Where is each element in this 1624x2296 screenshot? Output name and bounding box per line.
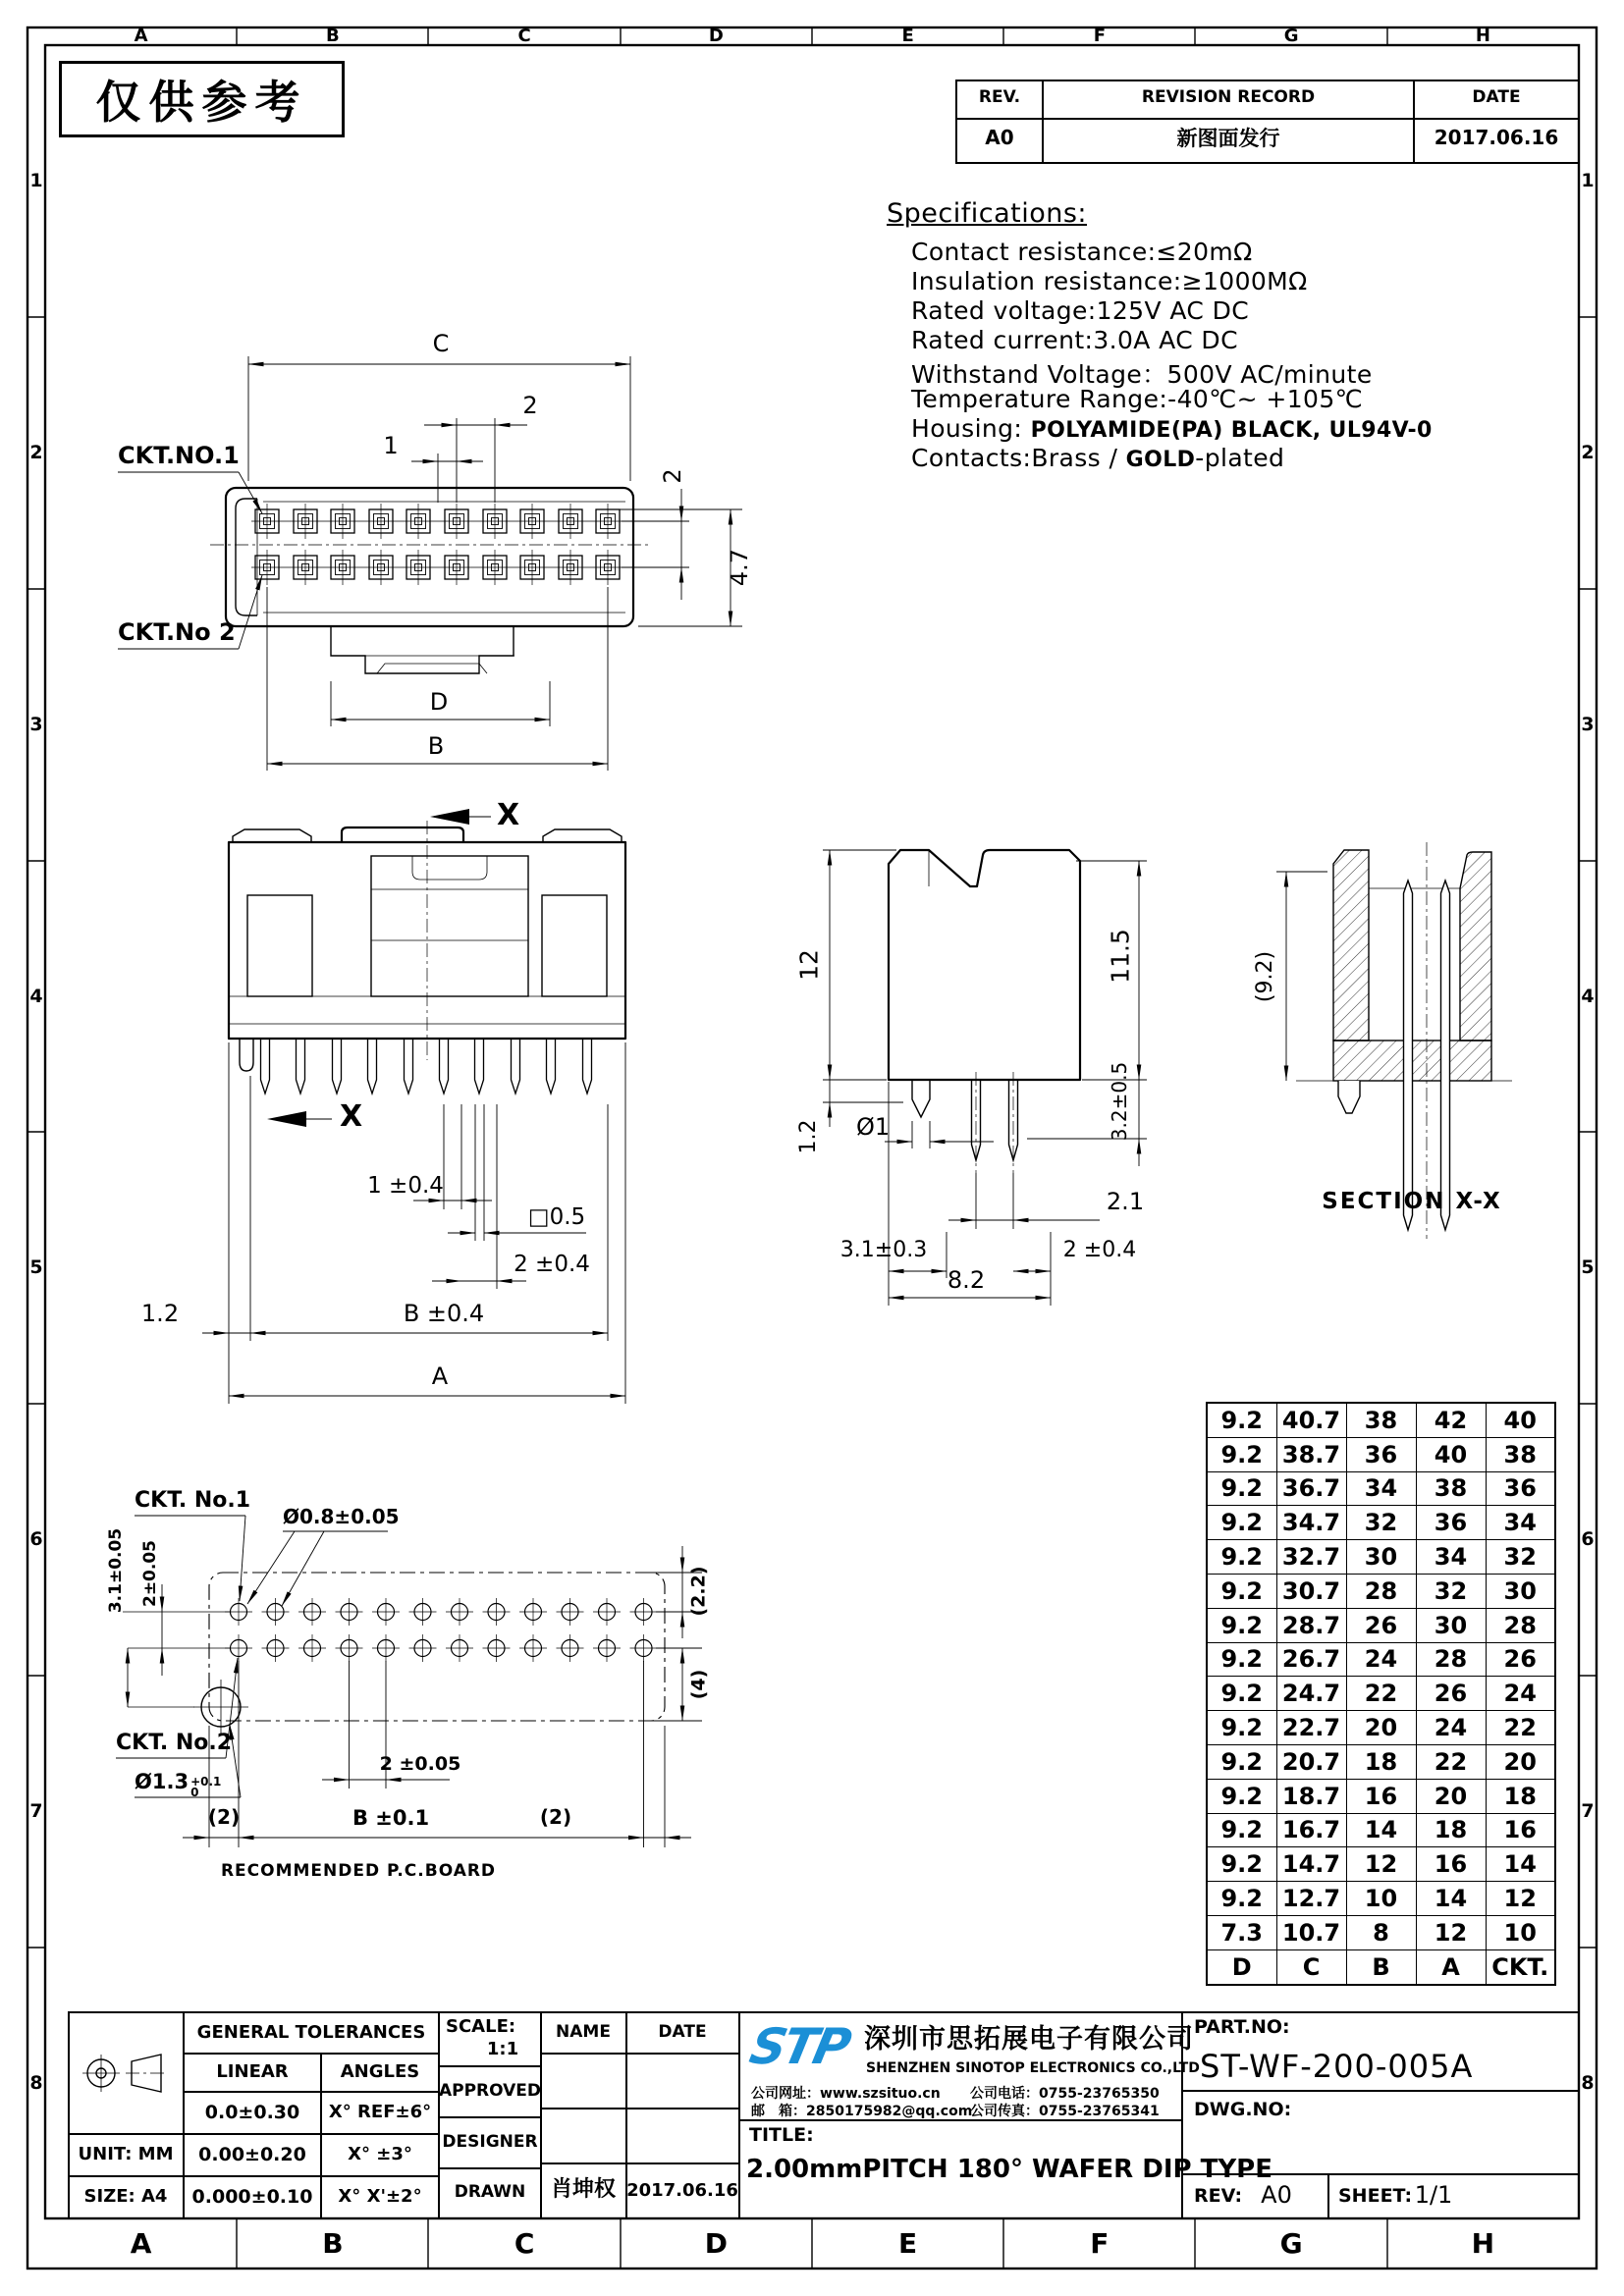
size-table-row (1207, 1437, 1555, 1471)
size-table-cell: 14.7 (1276, 1847, 1346, 1882)
size-table-cell: 9.2 (1207, 1437, 1276, 1471)
grid-ref-label: 5 (29, 1256, 43, 1279)
pcb-dim-2-right: (2) (539, 1805, 572, 1829)
dim-3-2: 3.2±0.5 (1108, 1061, 1132, 1142)
pcb-dim-b: B ±0.1 (352, 1806, 430, 1830)
dim-1-2-side: 1.2 (796, 1119, 822, 1154)
size-table-cell: 38 (1486, 1437, 1555, 1471)
size-table-cell: 24.7 (1276, 1677, 1346, 1711)
company-email: 邮 箱：2850175982@qq.com (751, 2104, 973, 2119)
size-table-cell: 9.2 (1207, 1779, 1276, 1813)
tol-angles-1: X° REF±6° (328, 2102, 432, 2122)
pcb-dim-3-1: 3.1±0.05 (105, 1527, 126, 1614)
dim-square-0-5: □0.5 (527, 1204, 586, 1230)
reference-only-stamp: 仅供参考 (59, 61, 345, 137)
size-table-cell: 36 (1486, 1471, 1555, 1506)
size-table-row (1207, 1847, 1555, 1882)
size-table-cell: 28 (1416, 1642, 1486, 1677)
grid-ref-label: G (1283, 25, 1299, 46)
size-table-cell: 30 (1416, 1608, 1486, 1642)
size-table-cell: 18 (1346, 1744, 1416, 1779)
size-table-cell: 32 (1416, 1574, 1486, 1608)
spec-contact-resistance: Contact resistance:≤20mΩ (911, 238, 1253, 266)
size-table-cell: 9.2 (1207, 1847, 1276, 1882)
pcb-title: RECOMMENDED P.C.BOARD (220, 1861, 497, 1881)
spec-insulation-resistance: Insulation resistance:≥1000MΩ (911, 267, 1308, 295)
grid-ref-label: 3 (1581, 713, 1595, 735)
ckt-no1-callout: CKT.NO.1 (118, 442, 240, 469)
spec-rated-voltage: Rated voltage:125V AC DC (911, 296, 1250, 325)
size-table-cell: 9.2 (1207, 1506, 1276, 1540)
size-table-cell: 34 (1416, 1540, 1486, 1575)
size-table-cell: 18 (1416, 1813, 1486, 1847)
dim-1-tol: 1 ±0.4 (367, 1173, 444, 1199)
tol-angles-3: X° X'±2° (338, 2186, 422, 2207)
size-table-row (1207, 1915, 1555, 1949)
size-table-cell: 40 (1486, 1403, 1555, 1437)
size-table-row (1207, 1677, 1555, 1711)
rev-value-tb: A0 (1261, 2181, 1292, 2209)
size-table-cell: CKT. (1486, 1949, 1555, 1984)
size-table-cell: 9.2 (1207, 1677, 1276, 1711)
revision-record-header: REVISION RECORD (1141, 87, 1316, 107)
size-table-cell: 24 (1346, 1642, 1416, 1677)
grid-ref-label: 8 (29, 2071, 43, 2094)
dim-1-2: 1.2 (140, 1300, 180, 1327)
tol-linear-header: LINEAR (216, 2061, 289, 2082)
spec-temperature-range: Temperature Range:-40℃~ +105℃ (911, 385, 1364, 413)
dim-row-gap: 2 (659, 468, 687, 484)
grid-ref-label: D (708, 25, 724, 46)
size-table-cell: A (1416, 1949, 1486, 1984)
tol-angles-2: X° ±3° (348, 2144, 412, 2164)
grid-columns-top (45, 26, 1579, 45)
size-table-cell: 9.2 (1207, 1540, 1276, 1575)
dim-12: 12 (794, 949, 824, 981)
size-table-cell: 9.2 (1207, 1813, 1276, 1847)
approved-label: APPROVED (438, 2081, 542, 2101)
dwg-no-label: DWG.NO: (1194, 2099, 1292, 2120)
dim-c: C (432, 330, 450, 357)
tol-linear-2: 0.00±0.20 (198, 2144, 306, 2165)
size-table-cell: 14 (1416, 1882, 1486, 1916)
size-table-cell: B (1346, 1949, 1416, 1984)
tol-linear-1: 0.0±0.30 (204, 2102, 300, 2123)
dim-2-tol-side: 2 ±0.4 (1062, 1238, 1137, 1262)
size-table-cell: C (1276, 1949, 1346, 1984)
pcb-dia-0-8: Ø0.8±0.05 (283, 1505, 400, 1528)
size-table-cell: 34.7 (1276, 1506, 1346, 1540)
part-no-value: ST-WF-200-005A (1200, 2048, 1474, 2085)
size-table-cell: 22 (1486, 1711, 1555, 1745)
size-table-cell: 38 (1346, 1403, 1416, 1437)
pcb-dim-2-2: (2.2) (687, 1566, 710, 1617)
section-mark-x-top: X (497, 798, 520, 832)
grid-ref-label: C (514, 2227, 535, 2260)
company-name-cn: 深圳市思拓展电子有限公司 (864, 2024, 1194, 2055)
size-table-cell: 26 (1416, 1677, 1486, 1711)
dim-b: B (427, 732, 445, 760)
size-table-cell: 22 (1346, 1677, 1416, 1711)
size-table-cell: 16 (1416, 1847, 1486, 1882)
size-table-row (1207, 1403, 1555, 1437)
grid-ref-label: 3 (29, 713, 43, 735)
size-table-cell: 12 (1486, 1882, 1555, 1916)
grid-ref-label: G (1279, 2227, 1303, 2260)
dim-b-tol: B ±0.4 (403, 1300, 485, 1327)
scale-label: SCALE: (446, 2016, 516, 2037)
grid-ref-label: A (134, 25, 148, 46)
grid-ref-label: 8 (1581, 2071, 1595, 2094)
size-table-row (1207, 1540, 1555, 1575)
pcb-dia-1-3: Ø1.3 +0.1 0 (135, 1770, 222, 1799)
size-table-cell: 36 (1416, 1506, 1486, 1540)
size-table-cell: 10 (1346, 1882, 1416, 1916)
size-table-cell: 10.7 (1276, 1915, 1346, 1949)
date-header-tb: DATE (658, 2022, 707, 2042)
size-table-cell: 18 (1486, 1779, 1555, 1813)
size-table-row (1207, 1949, 1555, 1984)
grid-ref-label: 6 (29, 1528, 43, 1551)
spec-withstand-voltage: Withstand Voltage：500V AC/minute (911, 360, 1373, 389)
designer-label: DESIGNER (442, 2132, 538, 2152)
size-table-cell: 32 (1486, 1540, 1555, 1575)
size-table-cell: 8 (1346, 1915, 1416, 1949)
size-table-row (1207, 1744, 1555, 1779)
grid-ref-label: H (1471, 2227, 1495, 2260)
section-title: SECTION X-X (1322, 1189, 1502, 1214)
size-table-cell: 20 (1416, 1779, 1486, 1813)
spec-housing: Housing: POLYAMIDE(PA) BLACK, UL94V-0 (911, 414, 1433, 443)
size-table-cell: 30 (1486, 1574, 1555, 1608)
size-table-cell: 14 (1486, 1847, 1555, 1882)
general-tolerances-title: GENERAL TOLERANCES (196, 2022, 426, 2043)
size-table-cell: 30.7 (1276, 1574, 1346, 1608)
grid-ref-label: 1 (1581, 170, 1595, 192)
size-table-cell: 14 (1346, 1813, 1416, 1847)
dim-a: A (431, 1362, 449, 1390)
pcb-dim-2p: 2 ±0.05 (379, 1753, 461, 1775)
dim-2: 2 (522, 392, 538, 419)
size-table-cell: 38 (1416, 1471, 1486, 1506)
size-table-cell: 36 (1346, 1437, 1416, 1471)
drawing-title: 2.00mmPITCH 180° WAFER DIP TYPE (746, 2155, 1272, 2184)
size-table-row (1207, 1471, 1555, 1506)
grid-ref-label: 2 (29, 442, 43, 464)
dim-d: D (429, 688, 449, 716)
grid-ref-label: B (326, 25, 340, 46)
pcb-ckt-no1: CKT. No.1 (135, 1488, 251, 1513)
grid-ref-label: 4 (1581, 985, 1595, 1007)
grid-ref-label: B (322, 2227, 344, 2260)
spec-rated-current: Rated current:3.0A AC DC (911, 326, 1238, 354)
grid-ref-label: A (130, 2227, 152, 2260)
size-table-cell: 18.7 (1276, 1779, 1346, 1813)
size-table-row (1207, 1813, 1555, 1847)
scale-value: 1:1 (486, 2039, 519, 2059)
pcb-dim-4: (4) (687, 1669, 710, 1700)
stp-logo: STP (744, 2018, 853, 2075)
sheet-label: SHEET: (1338, 2185, 1413, 2207)
drawn-label: DRAWN (454, 2182, 526, 2202)
rev-value: A0 (985, 126, 1014, 149)
dim-1: 1 (383, 432, 399, 459)
size-table-cell: 9.2 (1207, 1744, 1276, 1779)
tol-linear-3: 0.000±0.10 (191, 2186, 313, 2208)
company-fax: 公司传真：0755-23765341 (970, 2104, 1160, 2119)
drawn-date: 2017.06.16 (626, 2180, 738, 2201)
size-table-cell: 28.7 (1276, 1608, 1346, 1642)
size-table-row (1207, 1779, 1555, 1813)
size-table-cell: 9.2 (1207, 1642, 1276, 1677)
size-table-cell: 32.7 (1276, 1540, 1346, 1575)
size-table-row (1207, 1642, 1555, 1677)
dim-9-2: (9.2) (1253, 950, 1278, 1003)
size-table-cell: 9.2 (1207, 1608, 1276, 1642)
size-table-cell: 16.7 (1276, 1813, 1346, 1847)
size-table-cell: 22.7 (1276, 1711, 1346, 1745)
size-table-cell: 20.7 (1276, 1744, 1346, 1779)
dim-4-7: 4.7 (726, 548, 754, 587)
specifications-title: Specifications: (887, 198, 1088, 229)
grid-ref-label: E (898, 2227, 918, 2260)
size-table-cell: 42 (1416, 1403, 1486, 1437)
grid-rows-right (1578, 45, 1597, 2218)
company-name-en: SHENZHEN SINOTOP ELECTRONICS CO.,LTD (866, 2060, 1200, 2076)
grid-ref-label: D (704, 2227, 728, 2260)
size-table-cell: 28 (1346, 1574, 1416, 1608)
size-table-cell: 9.2 (1207, 1471, 1276, 1506)
size-table-row (1207, 1608, 1555, 1642)
size-table-cell: 12 (1346, 1847, 1416, 1882)
rev-label-tb: REV: (1194, 2185, 1243, 2207)
size-table-cell: 12.7 (1276, 1882, 1346, 1916)
dim-11-5: 11.5 (1106, 929, 1135, 984)
size-table-row (1207, 1574, 1555, 1608)
size-table-cell: 32 (1346, 1506, 1416, 1540)
size-label: SIZE: A4 (83, 2186, 168, 2207)
size-table-cell: 22 (1416, 1744, 1486, 1779)
dim-dia-1: Ø1 (856, 1113, 891, 1141)
grid-ref-label: 2 (1581, 442, 1595, 464)
title-label: TITLE: (749, 2124, 814, 2146)
size-table-cell: 36.7 (1276, 1471, 1346, 1506)
size-table (1206, 1402, 1556, 1986)
size-table-cell: 7.3 (1207, 1915, 1276, 1949)
pcb-dim-2v: 2±0.05 (139, 1539, 160, 1608)
ckt-no2-callout: CKT.No 2 (118, 618, 236, 646)
grid-ref-label: E (901, 25, 914, 46)
size-table-cell: D (1207, 1949, 1276, 1984)
grid-ref-label: F (1093, 25, 1107, 46)
grid-ref-label: F (1090, 2227, 1110, 2260)
size-table-cell: 16 (1346, 1779, 1416, 1813)
size-table-cell: 10 (1486, 1915, 1555, 1949)
grid-ref-label: C (517, 25, 531, 46)
size-table-row (1207, 1711, 1555, 1745)
grid-columns-bottom (45, 2220, 1579, 2267)
section-mark-x-bottom: X (340, 1099, 363, 1134)
part-no-label: PART.NO: (1194, 2016, 1290, 2038)
date-header: DATE (1472, 87, 1521, 107)
size-table-cell: 9.2 (1207, 1403, 1276, 1437)
size-table-cell: 40.7 (1276, 1403, 1346, 1437)
size-table-cell: 24 (1416, 1711, 1486, 1745)
grid-ref-label: 4 (29, 985, 43, 1007)
size-table-cell: 20 (1486, 1744, 1555, 1779)
size-table-cell: 16 (1486, 1813, 1555, 1847)
company-website: 公司网址：www.szsituo.cn (751, 2086, 941, 2102)
size-table-cell: 26.7 (1276, 1642, 1346, 1677)
size-table-cell: 26 (1346, 1608, 1416, 1642)
grid-ref-label: H (1475, 25, 1490, 46)
dim-2-tol: 2 ±0.4 (514, 1252, 590, 1277)
sheet-value: 1/1 (1414, 2181, 1453, 2209)
size-table-cell: 9.2 (1207, 1574, 1276, 1608)
dim-3-1: 3.1±0.3 (839, 1238, 928, 1262)
size-table-cell: 12 (1416, 1915, 1486, 1949)
pcb-dim-2-left: (2) (207, 1805, 241, 1829)
rev-header: REV. (978, 87, 1021, 107)
grid-ref-label: 7 (29, 1799, 43, 1822)
name-header: NAME (556, 2022, 611, 2042)
tol-angles-header: ANGLES (340, 2061, 420, 2082)
section-view-drawing (1276, 842, 1512, 1239)
drawn-name: 肖坤权 (550, 2177, 617, 2202)
grid-ref-label: 7 (1581, 1799, 1595, 1822)
grid-ref-label: 1 (29, 170, 43, 192)
size-table-cell: 40 (1416, 1437, 1486, 1471)
size-table-row (1207, 1506, 1555, 1540)
company-phone: 公司电话：0755-23765350 (970, 2086, 1160, 2102)
size-table-cell: 20 (1346, 1711, 1416, 1745)
grid-ref-label: 5 (1581, 1256, 1595, 1279)
size-table-row (1207, 1882, 1555, 1916)
size-table-cell: 34 (1346, 1471, 1416, 1506)
revision-record-value: 新图面发行 (1176, 127, 1280, 150)
grid-rows-left (27, 45, 46, 2218)
size-table-cell: 9.2 (1207, 1711, 1276, 1745)
size-table-cell: 38.7 (1276, 1437, 1346, 1471)
size-table-cell: 9.2 (1207, 1882, 1276, 1916)
size-table-cell: 34 (1486, 1506, 1555, 1540)
spec-contacts: Contacts:Brass / GOLD-plated (911, 444, 1285, 472)
size-table-cell: 28 (1486, 1608, 1555, 1642)
date-value: 2017.06.16 (1434, 126, 1559, 149)
size-table-cell: 30 (1346, 1540, 1416, 1575)
dim-8-2: 8.2 (947, 1266, 986, 1294)
size-table-cell: 24 (1486, 1677, 1555, 1711)
dim-2-1: 2.1 (1106, 1188, 1145, 1215)
pcb-ckt-no2: CKT. No.2 (116, 1731, 233, 1755)
grid-ref-label: 6 (1581, 1528, 1595, 1551)
size-table-cell: 26 (1486, 1642, 1555, 1677)
unit-label: UNIT: MM (78, 2144, 174, 2164)
projection-symbol-icon (82, 2055, 167, 2092)
